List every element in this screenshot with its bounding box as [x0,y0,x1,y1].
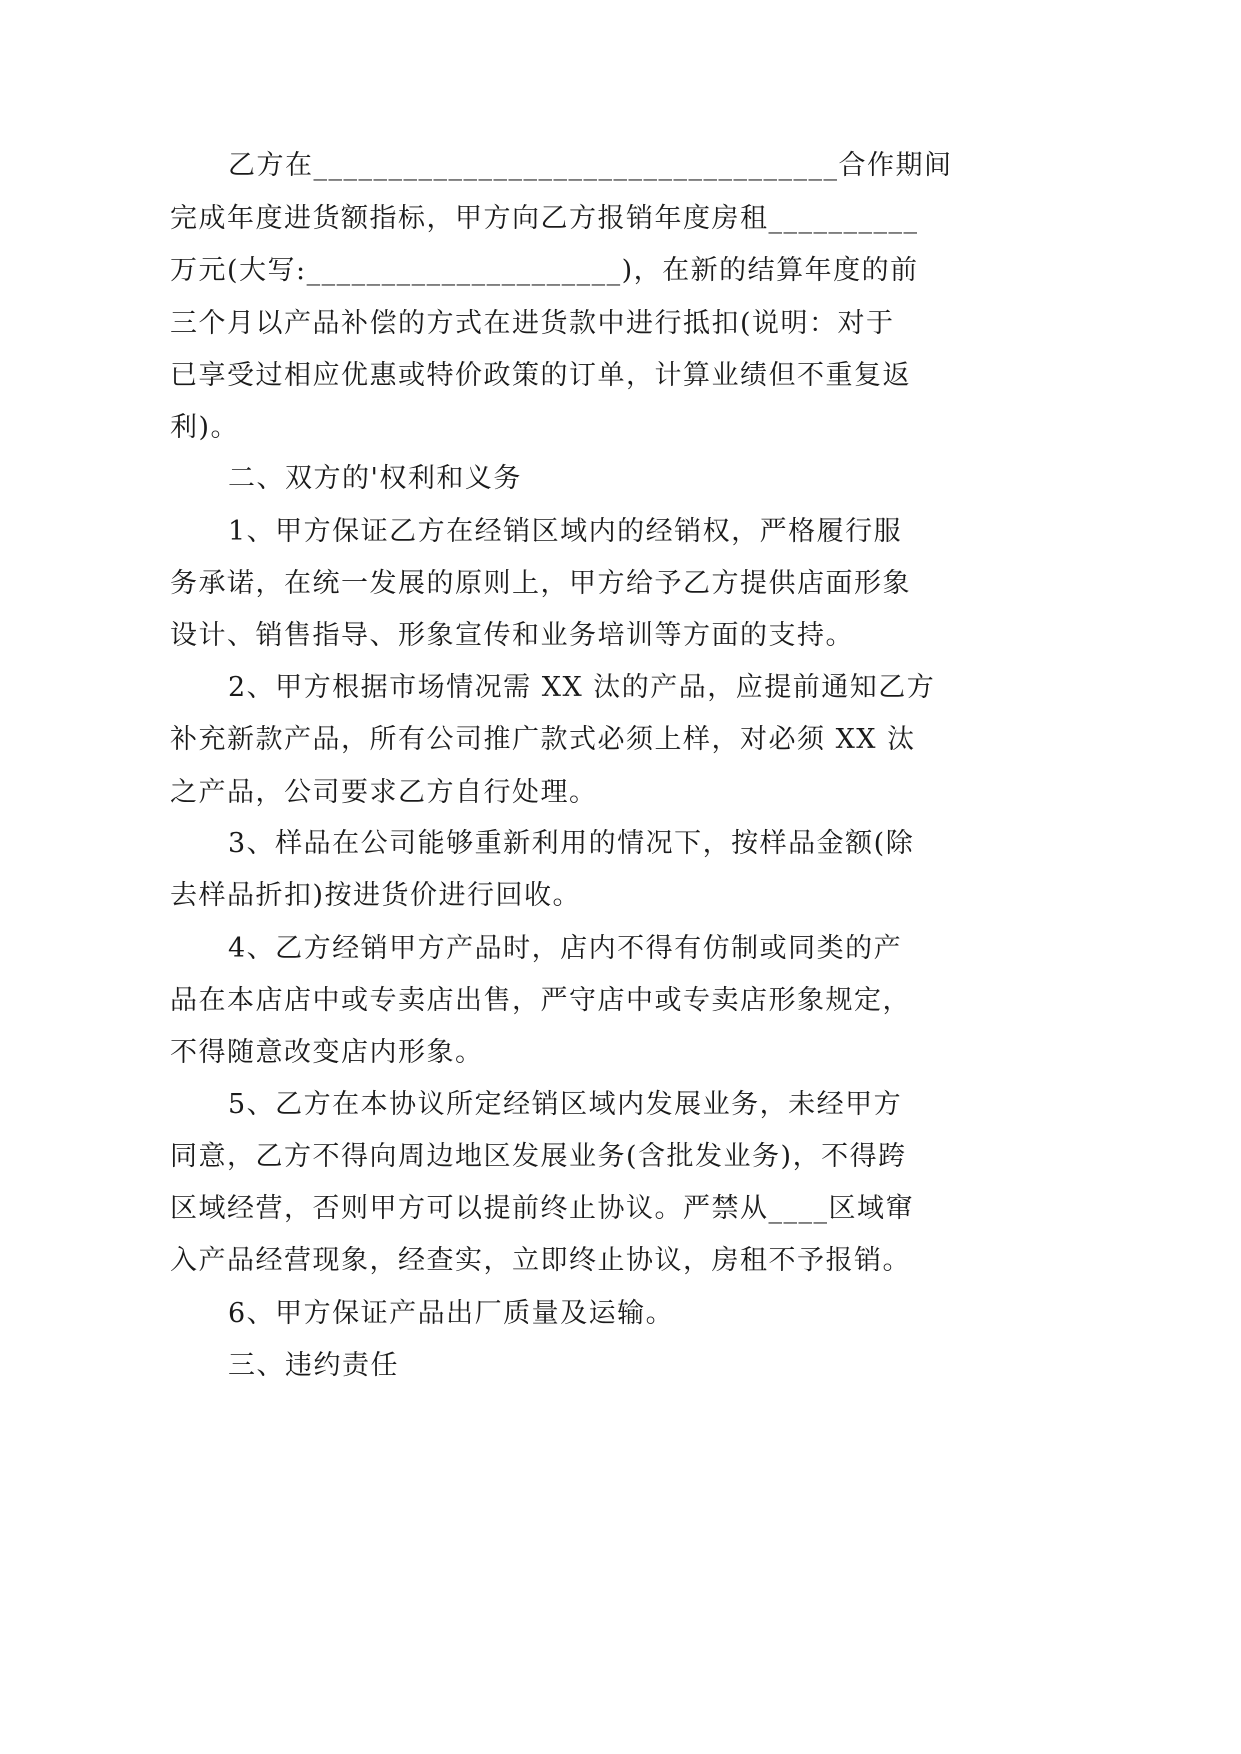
section-heading: 三、违约责任 [228,1350,399,1381]
paragraph-line: 同意，乙方不得向周边地区发展业务(含批发业务)，不得跨 [170,1141,907,1172]
paragraph-line: 5、乙方在本协议所定经销区域内发展业务，未经甲方 [228,1089,903,1120]
paragraph-line: 万元(大写:_____________________)，在新的结算年度的前 [170,255,919,286]
paragraph-line: 6、甲方保证产品出厂质量及运输。 [228,1298,675,1329]
paragraph-line: 三个月以产品补偿的方式在进货款中进行抵扣(说明：对于 [170,308,895,339]
paragraph-line: 去样品折扣)按进货价进行回收。 [170,880,582,911]
paragraph-line: 入产品经营现象，经查实，立即终止协议，房租不予报销。 [170,1245,911,1276]
paragraph-line: 设计、销售指导、形象宣传和业务培训等方面的支持。 [170,620,854,651]
paragraph-line: 3、样品在公司能够重新利用的情况下，按样品金额(除 [228,828,915,859]
section-heading: 二、双方的'权利和义务 [228,463,522,494]
paragraph-line: 之产品，公司要求乙方自行处理。 [170,777,598,808]
paragraph-line: 4、乙方经销甲方产品时，店内不得有仿制或同类的产 [228,933,903,964]
paragraph-line: 2、甲方根据市场情况需 XX 汰的产品，应提前通知乙方 [228,672,936,703]
paragraph-line: 乙方在___________________________________合作期间 [228,150,953,181]
paragraph-line: 完成年度进货额指标，甲方向乙方报销年度房租__________ [170,203,919,234]
paragraph-line: 已享受过相应优惠或特价政策的订单，计算业绩但不重复返 [170,360,911,391]
paragraph-line: 利)。 [170,412,240,443]
paragraph-line: 务承诺，在统一发展的原则上，甲方给予乙方提供店面形象 [170,568,911,599]
paragraph-line: 1、甲方保证乙方在经销区域内的经销权，严格履行服 [228,516,903,547]
paragraph-line: 品在本店店中或专卖店出售，严守店中或专卖店形象规定， [170,985,911,1016]
paragraph-line: 补充新款产品，所有公司推广款式必须上样，对必须 XX 汰 [170,724,916,755]
paragraph-line: 区域经营，否则甲方可以提前终止协议。严禁从____区域窜 [170,1193,914,1224]
paragraph-line: 不得随意改变店内形象。 [170,1037,484,1068]
